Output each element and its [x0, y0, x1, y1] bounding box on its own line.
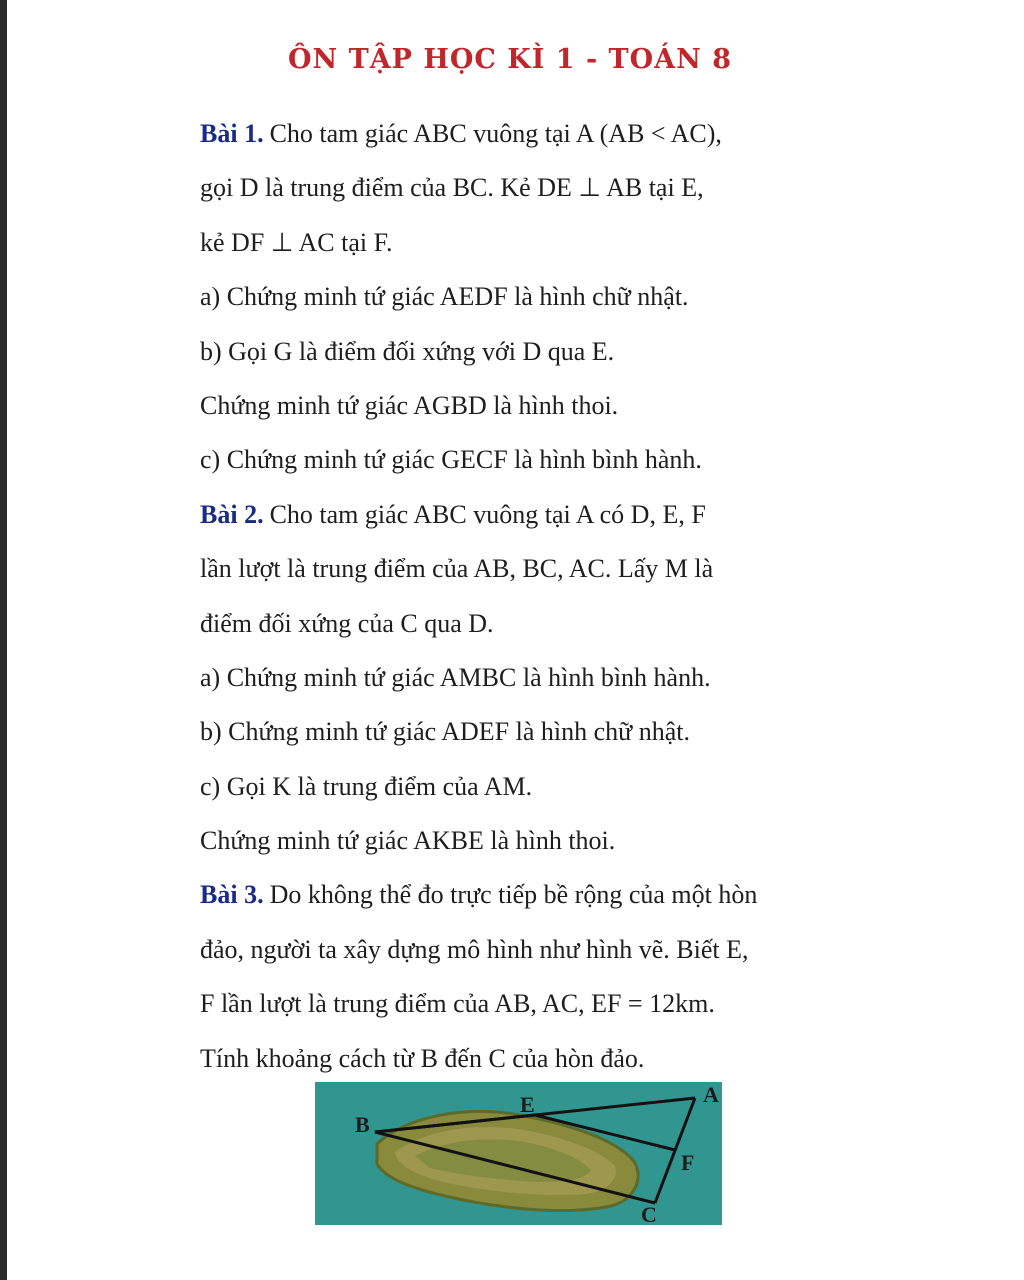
label-e: E: [520, 1092, 535, 1117]
bai1-part-b-2: Chứng minh tứ giác AGBD là hình thoi.: [200, 390, 619, 420]
label-f: F: [681, 1150, 695, 1175]
page-title: ÔN TẬP HỌC KÌ 1 - TOÁN 8: [288, 44, 732, 75]
bai3-line-4: Tính khoảng cách từ B đến C của hòn đảo.: [200, 1043, 645, 1073]
bai2-label: Bài 2.: [200, 499, 264, 529]
bai2-line-2: lần lượt là trung điểm của AB, BC, AC. Lấy M là: [200, 554, 714, 584]
bai3-text-1: Do không thể đo trực tiếp bề rộng của một hòn: [269, 880, 758, 910]
bai2-part-c-2: Chứng minh tứ giác AKBE là hình thoi.: [200, 826, 616, 856]
bai2-part-a: a) Chứng minh tứ giác AMBC là hình bình hành.: [200, 662, 711, 692]
bai3-label: Bài 3.: [200, 880, 264, 910]
island-diagram: [315, 1082, 722, 1225]
label-a: A: [703, 1082, 719, 1107]
bai2-part-b: b) Chứng minh tứ giác ADEF là hình chữ nhật.: [200, 717, 691, 747]
label-c: C: [641, 1202, 657, 1225]
bai1-part-a: a) Chứng minh tứ giác AEDF là hình chữ nhật.: [200, 282, 689, 312]
bai3-line-2: đảo, người ta xây dựng mô hình như hình vẽ. Biết E,: [200, 934, 749, 964]
bai1-line-3: kẻ DF ⊥ AC tại F.: [200, 227, 393, 257]
bai2-text-1: Cho tam giác ABC vuông tại A có D, E, F: [269, 499, 706, 529]
bai1-part-c: c) Chứng minh tứ giác GECF là hình bình hành.: [200, 445, 702, 475]
left-border: [0, 0, 7, 1280]
island-figure: [315, 1082, 722, 1225]
bai2-line-1: [200, 488, 850, 542]
bai1-line-1: [200, 107, 850, 161]
bai1-label: Bài 1.: [200, 119, 264, 148]
bai1-part-b-1: b) Gọi G là điểm đối xứng với D qua E.: [200, 336, 615, 366]
worksheet-page: [200, 44, 850, 1086]
bai3-line-1: [200, 868, 850, 922]
bai1-text-1: Cho tam giác ABC vuông tại A (AB < AC),: [269, 119, 722, 148]
label-b: B: [355, 1112, 370, 1137]
bai3-line-3: F lần lượt là trung điểm của AB, AC, EF = 12km.: [200, 989, 715, 1019]
bai2-part-c-1: c) Gọi K là trung điểm của AM.: [200, 771, 533, 801]
bai2-line-3: điểm đối xứng của C qua D.: [200, 608, 494, 638]
bai1-line-2: gọi D là trung điểm của BC. Kẻ DE ⊥ AB tại E,: [200, 173, 704, 203]
